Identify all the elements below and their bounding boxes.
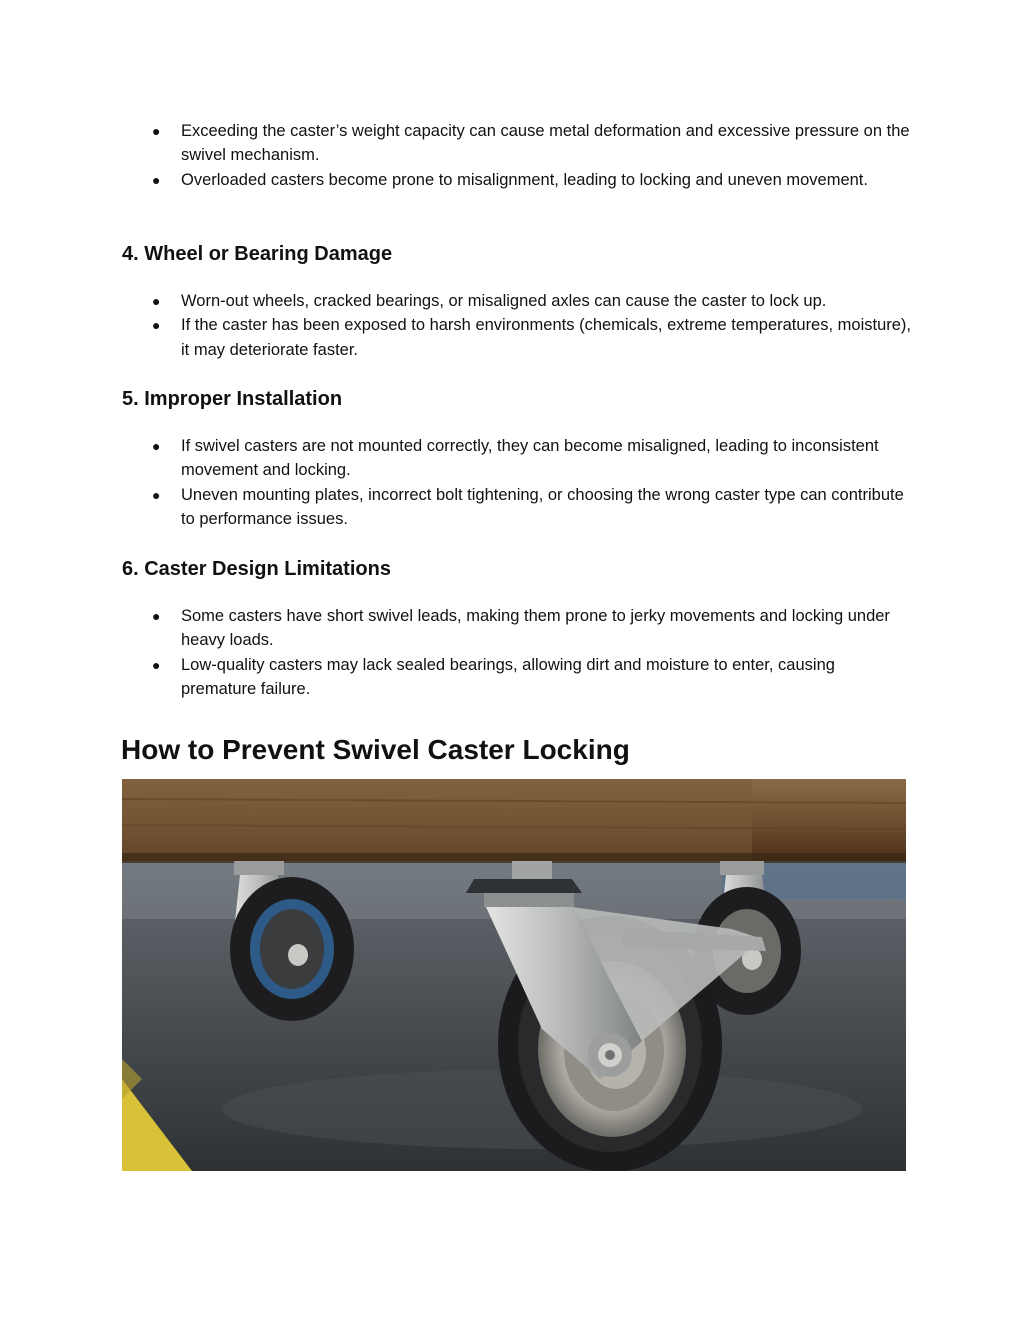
section5-bullet-list [122,434,912,532]
list-item [122,653,912,702]
prevent-heading: How to Prevent Swivel Caster Locking [121,734,630,765]
bullet-dot: ● [152,171,161,188]
section3-bullet-list [122,119,912,192]
bullet-dot: ● [152,608,161,624]
list-item [122,604,912,653]
section5-heading: 5. Improper Installation [122,388,343,410]
bullet-dot: ● [152,486,161,503]
caster-photo [122,779,906,1171]
bullet-text: Low-quality casters may lack sealed bearings, allowing dirt and moisture to enter, causing premature failure. [181,655,835,699]
section4-heading: 4. Wheel or Bearing Damage [122,243,393,265]
section6-bullet-list [122,604,912,702]
bullet-text: Overloaded casters become prone to misalignment, leading to locking and uneven movement. [181,170,868,189]
list-item [122,313,912,362]
caster-photo-illustration [122,779,906,1171]
bullet-dot: ● [152,317,161,334]
bullet-text: Exceeding the caster’s weight capacity can cause metal deformation and excessive pressure on the swivel mechanism. [181,122,910,165]
section6-heading: 6. Caster Design Limitations [122,558,391,580]
bullet-text: If swivel casters are not mounted correctly, they can become misaligned, leading to inconsistent movement and locking. [181,437,879,480]
bullet-dot: ● [152,123,161,139]
list-item [122,289,912,313]
list-item [122,434,912,483]
bullet-dot: ● [152,656,161,673]
bullet-text: Uneven mounting plates, incorrect bolt tightening, or choosing the wrong caster type can contribute to performance issues. [181,485,904,529]
bullet-text: Some casters have short swivel leads, making them prone to jerky movements and locking under heavy loads. [181,607,890,650]
bullet-text: If the caster has been exposed to harsh environments (chemicals, extreme temperatures, moisture), it may deteriorate faster. [181,316,912,359]
bullet-text: Worn-out wheels, cracked bearings, or misaligned axles can cause the caster to lock up. [181,292,827,310]
bullet-dot: ● [152,293,161,309]
list-item [122,483,912,532]
bullet-dot: ● [152,438,161,454]
section4-bullet-list [122,289,912,362]
list-item [122,168,912,192]
list-item [122,119,912,168]
